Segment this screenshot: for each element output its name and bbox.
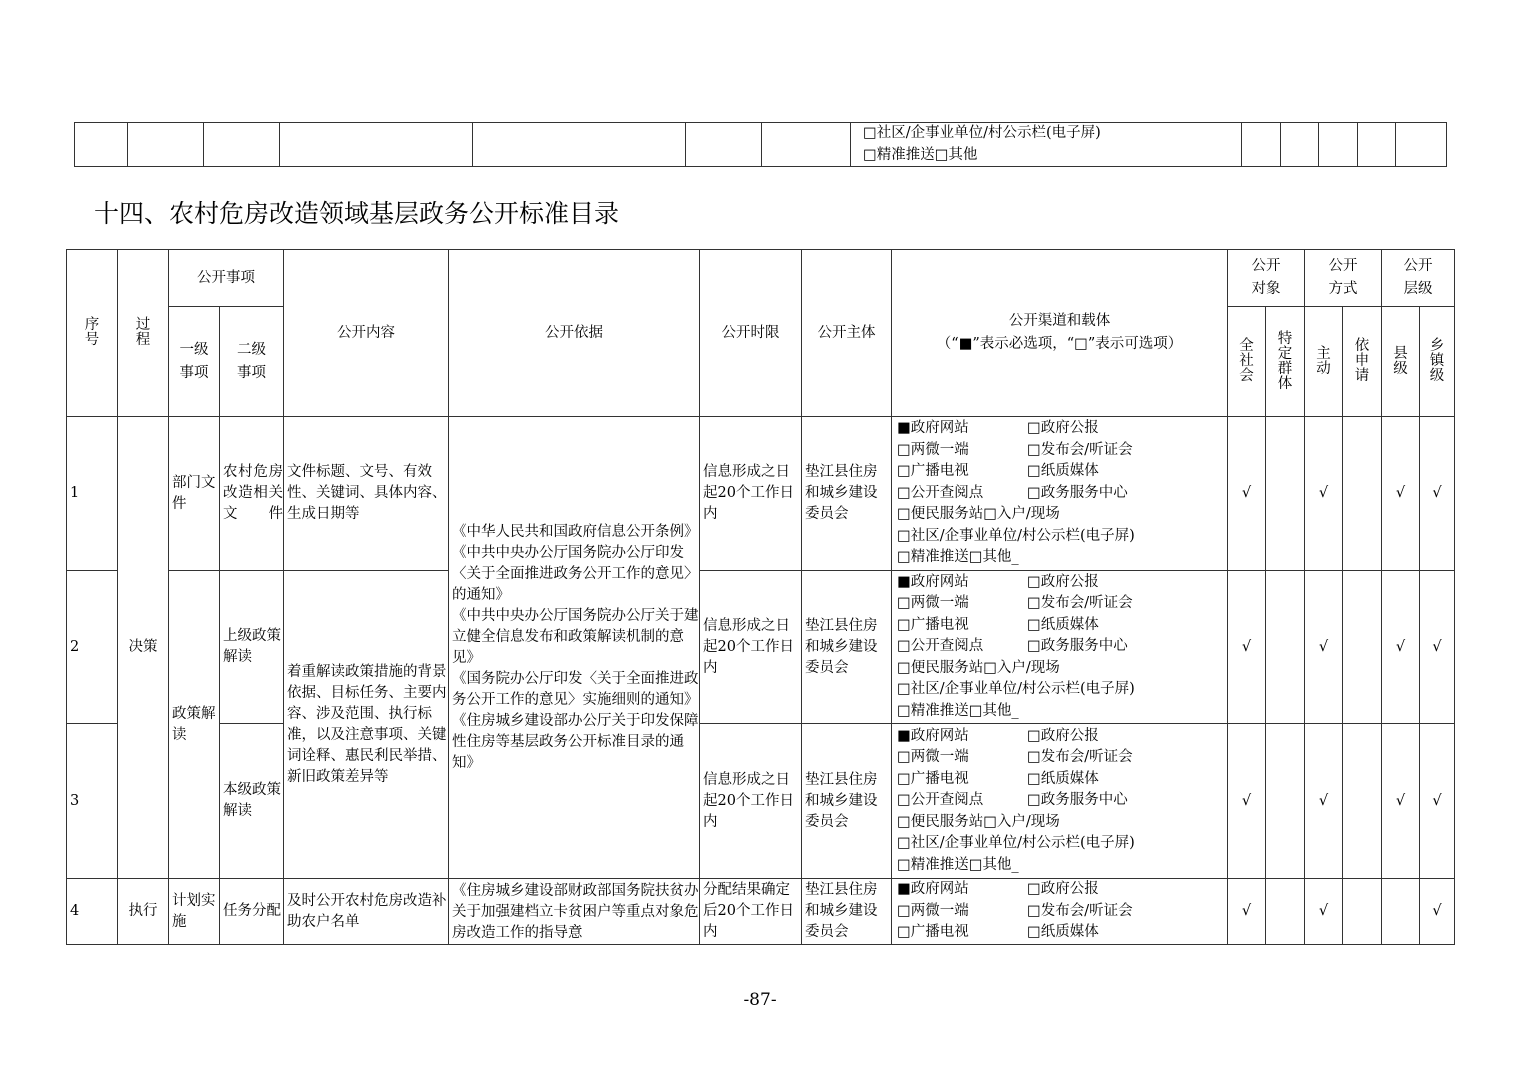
check-mark: √ [1305,724,1343,879]
table-row [67,417,1455,571]
empty-cell [1343,417,1382,571]
header-method: 公开 方式 [1305,250,1382,307]
channel-press: □发布会/听证会 [1027,902,1133,919]
basis-item: 《中华人民共和国政府信息公开条例》 [452,523,699,540]
channel-service: □政务服务中心 [1027,792,1128,809]
channel-broadcast: □广播电视 [897,924,969,941]
empty-cell [762,123,851,167]
empty-cell [1266,724,1305,879]
header-level-county: 县 级 [1382,307,1420,417]
header-time-limit: 公开时限 [700,250,802,417]
empty-cell [1266,571,1305,724]
subject-cell: 垫江县住房和城乡建设委员会 [802,724,892,879]
header-row [67,250,1455,307]
header-seq: 序 号 [67,250,118,417]
channel-two-micro: □两微一端 [897,902,969,919]
channel-paper: □纸质媒体 [1027,770,1099,787]
channel-gazette: □政府公报 [1027,573,1099,590]
channel-precise: □精准推送□其他_ [897,856,1019,873]
level1-plan: 计划实施 [169,879,220,945]
check-mark: √ [1382,417,1420,571]
check-mark: √ [1420,879,1455,945]
basis-item: 《中共中央办公厅国务院办公厅关于建立健全信息发布和政策解读机制的意见》 [452,607,699,666]
channel-paper: □纸质媒体 [1027,924,1099,941]
channel-reading: □公开查阅点 [897,484,984,501]
check-mark: √ [1305,571,1343,724]
time-limit-cell: 信息形成之日起20个工作日内 [700,571,802,724]
page-number: -87- [743,990,777,1010]
channel-precise: □精准推送□其他_ [897,549,1019,566]
channel-press: □发布会/听证会 [1027,749,1133,766]
empty-cell [1266,417,1305,571]
empty-cell [1343,571,1382,724]
empty-cell [1266,879,1305,945]
disclosure-standard-table [66,249,1455,945]
empty-cell [1319,123,1358,167]
header-content: 公开内容 [284,250,449,417]
channel-precise: □精准推送□其他 [863,146,978,163]
table-row [67,724,1455,879]
channels-cell [892,724,1228,879]
check-mark: √ [1382,724,1420,879]
channel-gazette: □政府公报 [1027,420,1099,437]
check-mark: √ [1420,571,1455,724]
content-cell: 着重解读政策措施的背景依据、目标任务、主要内容、涉及范围、执行标准，以及注意事项、关键词诠释、惠民利民举措、新旧政策差异等 [284,571,449,879]
channel-website: ■政府网站 [897,727,969,744]
header-subject: 公开主体 [802,250,892,417]
channel-broadcast: □广播电视 [897,770,969,787]
header-channels [892,250,1228,417]
channels-cell [892,571,1228,724]
previous-table-continuation [74,122,1447,167]
check-mark: √ [1382,571,1420,724]
empty-cell [1343,879,1382,945]
level2-item: 上级政策解读 [220,571,284,724]
channel-press: □发布会/听证会 [1027,441,1133,458]
channel-paper: □纸质媒体 [1027,463,1099,480]
channel-community: □社区/企事业单位/村公示栏(电子屏) [897,835,1135,852]
empty-cell [1396,123,1447,167]
empty-cell [1281,123,1319,167]
channel-paper: □纸质媒体 [1027,616,1099,633]
table-row [67,571,1455,724]
channel-website: ■政府网站 [897,881,969,898]
channels-cell [892,879,1228,945]
channel-broadcast: □广播电视 [897,616,969,633]
channels-cell [892,417,1228,571]
level2-item: 农村危房改造相关文件 [220,417,284,571]
channel-reading: □公开查阅点 [897,638,984,655]
empty-cell [128,123,204,167]
header-method-request: 依 申 请 [1343,307,1382,417]
header-level2: 二级 事项 [220,307,284,417]
channel-website: ■政府网站 [897,420,969,437]
channel-gazette: □政府公报 [1027,727,1099,744]
check-mark: √ [1305,879,1343,945]
level2-item: 任务分配 [220,879,284,945]
time-limit-cell: 信息形成之日起20个工作日内 [700,417,802,571]
level1-policy: 政策解读 [169,571,220,879]
header-target-specific: 特 定 群 体 [1266,307,1305,417]
check-mark: √ [1420,724,1455,879]
basis-cell [449,417,700,879]
channel-website: ■政府网站 [897,573,969,590]
channel-broadcast: □广播电视 [897,463,969,480]
header-channels-title: 公开渠道和载体 [1008,313,1111,329]
check-mark: √ [1228,571,1266,724]
empty-cell [204,123,280,167]
channel-community: □社区/企事业单位/村公示栏(电子屏) [897,527,1135,544]
row-seq: 3 [67,724,118,879]
empty-cell [1358,123,1396,167]
channel-station: □便民服务站□入户/现场 [897,813,1060,830]
header-basis: 公开依据 [449,250,700,417]
channel-two-micro: □两微一端 [897,595,969,612]
time-limit-cell: 信息形成之日起20个工作日内 [700,724,802,879]
table-row [75,123,1447,167]
channel-precise: □精准推送□其他_ [897,702,1019,719]
empty-cell [1242,123,1281,167]
row-seq: 2 [67,571,118,724]
channel-two-micro: □两微一端 [897,441,969,458]
basis-item: 《住房城乡建设部办公厅关于印发保障性住房等基层政务公开标准目录的通知》 [452,712,699,771]
header-channels-note: （“■”表示必选项，“□”表示可选项） [936,336,1183,352]
empty-cell [280,123,473,167]
header-target: 公开 对象 [1228,250,1305,307]
channel-community: □社区/企事业单位/村公示栏(电子屏) [897,681,1135,698]
subject-cell: 垫江县住房和城乡建设委员会 [802,571,892,724]
channel-station: □便民服务站□入户/现场 [897,506,1060,523]
channel-service: □政务服务中心 [1027,638,1128,655]
channel-community: □社区/企事业单位/村公示栏(电子屏) [863,125,1101,141]
header-level: 公开 层级 [1382,250,1455,307]
header-matters: 公开事项 [169,250,284,307]
time-limit-cell: 分配结果确定后20个工作日内 [700,879,802,945]
channels-cell [851,123,1242,167]
process-decision: 决策 [118,417,169,879]
subject-cell: 垫江县住房和城乡建设委员会 [802,879,892,945]
empty-cell [1343,724,1382,879]
check-mark: √ [1305,417,1343,571]
process-execution: 执行 [118,879,169,945]
header-target-all: 全 社 会 [1228,307,1266,417]
channel-gazette: □政府公报 [1027,881,1099,898]
basis-item: 《国务院办公厅印发〈关于全面推进政务公开工作的意见〉实施细则的通知》 [452,670,699,708]
empty-cell [1382,879,1420,945]
level1-dept-docs: 部门文件 [169,417,220,571]
header-level1: 一级 事项 [169,307,220,417]
check-mark: √ [1228,417,1266,571]
check-mark: √ [1228,879,1266,945]
channel-press: □发布会/听证会 [1027,595,1133,612]
content-cell: 及时公开农村危房改造补助农户名单 [284,879,449,945]
channel-reading: □公开查阅点 [897,792,984,809]
level2-item: 本级政策解读 [220,724,284,879]
row-seq: 1 [67,417,118,571]
section-heading: 十四、农村危房改造领域基层政务公开标准目录 [94,199,620,228]
channel-service: □政务服务中心 [1027,484,1128,501]
check-mark: √ [1420,417,1455,571]
channel-station: □便民服务站□入户/现场 [897,659,1060,676]
content-cell: 文件标题、文号、有效性、关键词、具体内容、生成日期等 [284,417,449,571]
subject-cell: 垫江县住房和城乡建设委员会 [802,417,892,571]
empty-cell [473,123,686,167]
header-method-active: 主 动 [1305,307,1343,417]
basis-cell: 《住房城乡建设部财政部国务院扶贫办关于加强建档立卡贫困户等重点对象危房改造工作的指导意 [449,879,700,945]
empty-cell [75,123,128,167]
header-level-township: 乡 镇 级 [1420,307,1455,417]
empty-cell [686,123,762,167]
table-row [67,879,1455,945]
row-seq: 4 [67,879,118,945]
header-process: 过 程 [118,250,169,417]
basis-item: 《中共中央办公厅国务院办公厅印发〈关于全面推进政务公开工作的意见〉的通知》 [452,544,699,603]
check-mark: √ [1228,724,1266,879]
channel-two-micro: □两微一端 [897,749,969,766]
